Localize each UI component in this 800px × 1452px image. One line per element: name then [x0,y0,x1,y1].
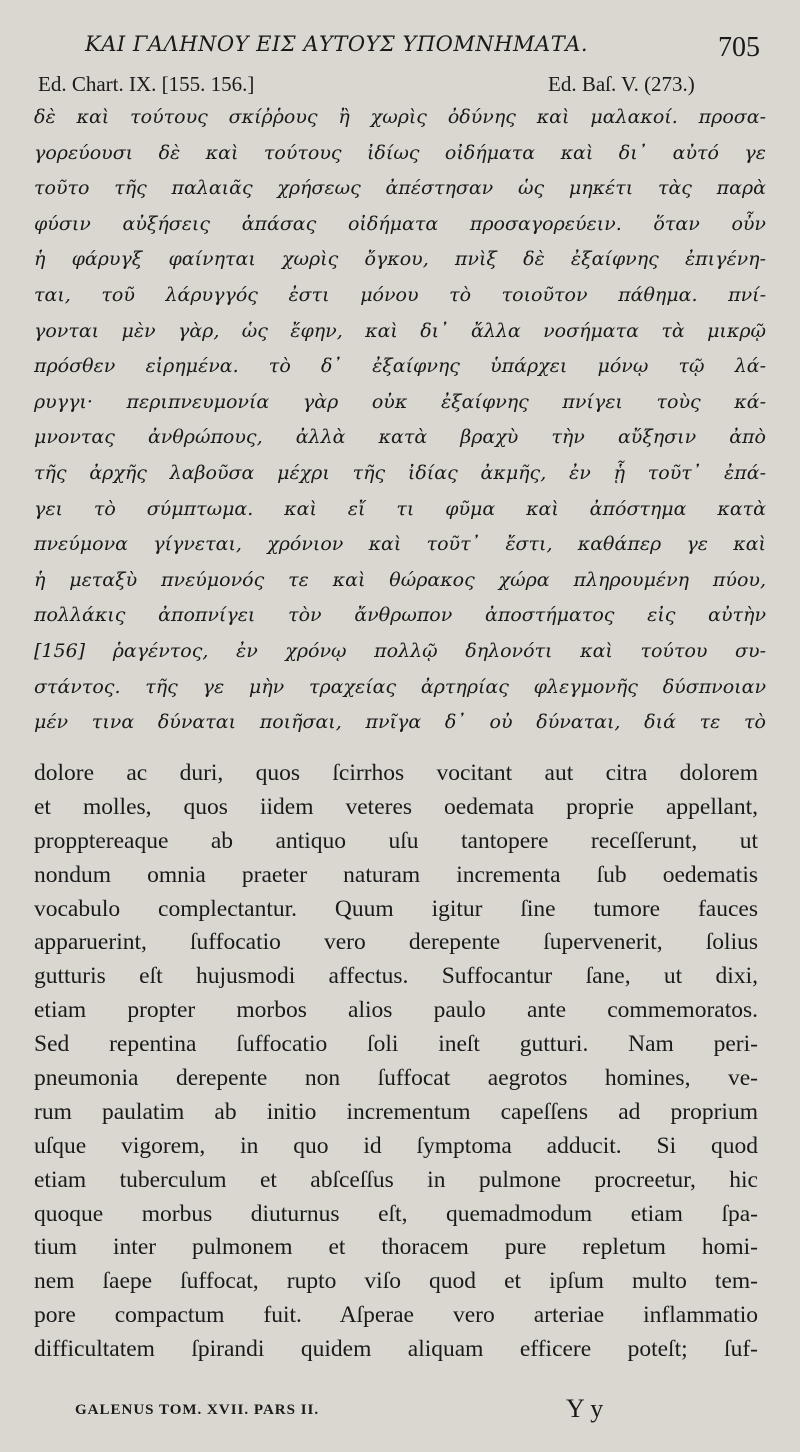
footer-gathering-mark: Y y [566,1394,604,1423]
latin-text-line: Sed repentina ſuffocatio ſoli ineſt gutturi. Nam peri- [34,1031,758,1058]
greek-text-line: τῆς ἀρχῆς λαβοῦσα μέχρι τῆς ἰδίας ἀκμῆς, ἐν ᾗ τοῦτ᾽ ἐπά- [34,461,766,484]
latin-text-line: etiam tuberculum et abſceſſus in pulmone procreetur, hic [34,1166,758,1193]
greek-text-line: γει τὸ σύμπτωμα. καὶ εἴ τι φῦμα καὶ ἀπόστημα κατὰ [34,497,766,520]
running-header-title: ΚΑΙ ΓΑΛΗΝΟΥ ΕΙΣ ΑΥΤΟΥΣ ΥΠΟΜΝΗΜΑΤΑ. [85,32,589,56]
latin-text-line: uſque vigorem, in quo id ſymptoma adducit. Si quod [34,1132,758,1159]
latin-text-line: difficultatem ſpirandi quidem aliquam efficere poteſt; ſuf- [34,1336,758,1363]
greek-text-line: ἡ μεταξὺ πνεύμονός τε καὶ θώρακος χώρα πληρουμένη πύου, [34,568,766,591]
latin-text-line: vocabulo complectantur. Quum igitur ſine tumore fauces [34,895,758,922]
greek-text-line: τοῦτο τῆς παλαιᾶς χρήσεως ἀπέστησαν ὡς μηκέτι τὰς παρὰ [34,177,766,200]
greek-text-block [34,100,766,741]
greek-text-line: ται, τοῦ λάρυγγός ἐστι μόνου τὸ τοιοῦτον πάθημα. πνί- [34,283,766,306]
footer-signature: GALENUS TOM. XVII. PARS II. [75,1402,320,1418]
edition-reference-left: Ed. Chart. IX. [155. 156.] [38,72,255,96]
greek-text-line: δὲ καὶ τούτους σκίῤῥους ἢ χωρὶς ὀδύνης καὶ μαλακοί. προσα- [34,106,766,128]
latin-text-line: dolore ac duri, quos ſcirrhos vocitant aut citra dolorem [34,760,758,786]
latin-text-line: quoque morbus diuturnus eſt, quemadmodum etiam ſpa- [34,1200,758,1227]
latin-text-line: gutturis eſt hujusmodi affectus. Suffocantur ſane, ut dixi, [34,963,758,990]
greek-text-line: μνοντας ἀνθρώπους, ἀλλὰ κατὰ βραχὺ τὴν αὔξησιν ἀπὸ [34,426,766,449]
latin-text-line: pneumonia derepente non ſuffocat aegrotos homines, ve- [34,1065,758,1092]
greek-text-line: γονται μὲν γὰρ, ὡς ἔφην, καὶ δι᾽ ἄλλα νοσήματα τὰ μικρῷ [34,319,766,342]
page-number: 705 [718,32,760,63]
latin-text-line: tium inter pulmonem et thoracem pure repletum homi- [34,1234,758,1261]
latin-text-block [34,757,758,1367]
greek-text-line: πολλάκις ἀποπνίγει τὸν ἄνθρωπον ἀποστήματος εἰς αὐτὴν [34,604,766,627]
latin-text-line: nem ſaepe ſuffocat, rupto viſo quod et ipſum multo tem- [34,1268,758,1295]
latin-text-line: propptereaque ab antiquo uſu tantopere receſſerunt, ut [34,827,758,854]
greek-text-line: στάντος. τῆς γε μὴν τραχείας ἀρτηρίας φλεγμονῆς δύσπνοιαν [34,675,766,698]
latin-text-line: et molles, quos iidem veteres oedemata proprie appellant, [34,793,758,820]
latin-text-line: pore compactum fuit. Aſperae vero arteriae inflammatio [34,1302,758,1329]
latin-text-line: etiam propter morbos alios paulo ante commemoratos. [34,997,758,1024]
latin-text-line: nondum omnia praeter naturam incrementa ſub oedematis [34,861,758,888]
greek-text-line: πνεύμονα γίγνεται, χρόνιον καὶ τοῦτ᾽ ἔστι, καθάπερ γε καὶ [34,533,766,556]
greek-text-line: ρυγγι· περιπνευμονία γὰρ οὐκ ἐξαίφνης πνίγει τοὺς κά- [34,390,766,413]
greek-text-line: [156] ῥαγέντος, ἐν χρόνῳ πολλῷ δηλονότι καὶ τούτου συ- [34,639,766,662]
greek-text-line: ἡ φάρυγξ φαίνηται χωρὶς ὄγκου, πνὶξ δὲ ἐξαίφνης ἐπιγένη- [34,248,766,271]
greek-text-line: φύσιν αὐξήσεις ἁπάσας οἰδήματα προσαγορεύειν. ὅταν οὖν [34,212,766,235]
greek-text-line: μέν τινα δύναται ποιῆσαι, πνῖγα δ᾽ οὐ δύναται, διά τε τὸ [34,711,766,734]
edition-reference-right: Ed. Baſ. V. (273.) [548,72,695,96]
latin-text-line: rum paulatim ab initio incrementum capeſſens ad proprium [34,1098,758,1125]
latin-text-line: apparuerint, ſuffocatio vero derepente ſupervenerit, ſolius [34,929,758,956]
greek-text-line: γορεύουσι δὲ καὶ τούτους ἰδίως οἰδήματα καὶ δι᾽ αὐτό γε [34,141,766,164]
greek-text-line: πρόσθεν εἰρημένα. τὸ δ᾽ ἐξαίφνης ὑπάρχει μόνῳ τῷ λά- [34,355,766,378]
